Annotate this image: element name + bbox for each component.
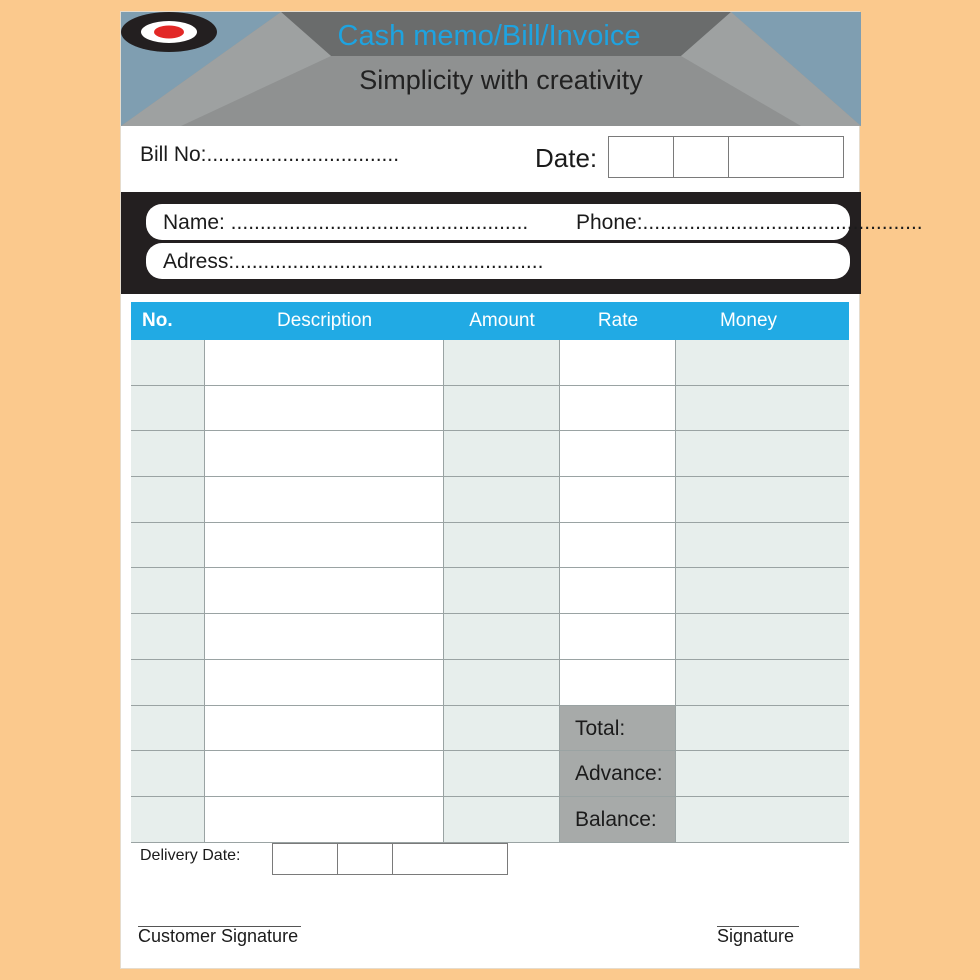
- cell-amount[interactable]: [444, 477, 560, 522]
- table-header: [131, 302, 849, 340]
- table-row: [131, 568, 849, 614]
- cell-rate[interactable]: [560, 523, 676, 568]
- cell-amount[interactable]: [444, 568, 560, 613]
- cell-no[interactable]: [131, 797, 205, 842]
- cell-money[interactable]: [676, 386, 849, 431]
- cell-description[interactable]: [205, 523, 444, 568]
- cell-money[interactable]: [676, 797, 849, 842]
- cell-rate[interactable]: [560, 568, 676, 613]
- cell-description[interactable]: [205, 660, 444, 705]
- delivery-date-label: Delivery Date:: [140, 847, 241, 864]
- customer-info-band: [121, 192, 923, 294]
- date-year-box[interactable]: [729, 137, 843, 177]
- cell-money[interactable]: [676, 431, 849, 476]
- cell-rate[interactable]: [560, 431, 676, 476]
- header-no: No.: [142, 310, 173, 331]
- delivery-year-box[interactable]: [393, 844, 507, 874]
- invoice-tagline: Simplicity with creativity: [359, 65, 643, 95]
- cell-no[interactable]: [131, 568, 205, 613]
- bill-number-field[interactable]: Bill No:.................................: [140, 143, 400, 166]
- customer-signature-label: Customer Signature: [138, 926, 299, 946]
- header-rate: Rate: [597, 310, 639, 331]
- cell-description[interactable]: [205, 431, 444, 476]
- date-input-boxes[interactable]: [608, 136, 844, 178]
- cell-no[interactable]: [131, 660, 205, 705]
- cell-money[interactable]: [676, 660, 849, 705]
- header-description: Description: [276, 310, 373, 331]
- table-row: [131, 340, 849, 386]
- summary-label: Advance:: [560, 751, 676, 796]
- cell-amount[interactable]: [444, 340, 560, 385]
- cell-amount[interactable]: [444, 751, 560, 796]
- cell-money[interactable]: [676, 614, 849, 659]
- table-row: [131, 797, 849, 843]
- delivery-day-box[interactable]: [273, 844, 338, 874]
- address-field[interactable]: Adress:.....................................................: [163, 250, 544, 273]
- cell-no[interactable]: [131, 614, 205, 659]
- cell-amount[interactable]: [444, 797, 560, 842]
- cell-amount[interactable]: [444, 660, 560, 705]
- cell-no[interactable]: [131, 431, 205, 476]
- cell-money[interactable]: [676, 340, 849, 385]
- table-row: [131, 751, 849, 797]
- cell-money[interactable]: [676, 568, 849, 613]
- header-amount: Amount: [469, 310, 535, 331]
- cell-no[interactable]: [131, 477, 205, 522]
- cell-money[interactable]: [676, 706, 849, 751]
- header-money: Money: [719, 310, 778, 331]
- name-phone-row: [146, 204, 923, 240]
- cell-money[interactable]: [676, 751, 849, 796]
- cell-rate[interactable]: [560, 614, 676, 659]
- table-row: [131, 614, 849, 660]
- cell-description[interactable]: [205, 340, 444, 385]
- cell-rate[interactable]: [560, 386, 676, 431]
- summary-label: Total:: [560, 706, 676, 751]
- cell-no[interactable]: [131, 340, 205, 385]
- cell-amount[interactable]: [444, 431, 560, 476]
- cell-description[interactable]: [205, 568, 444, 613]
- delivery-date-boxes[interactable]: [272, 843, 508, 875]
- delivery-month-box[interactable]: [338, 844, 393, 874]
- cell-rate[interactable]: [560, 340, 676, 385]
- target-logo-icon: [121, 12, 217, 52]
- cell-description[interactable]: [205, 797, 444, 842]
- table-body: [131, 340, 849, 843]
- cell-no[interactable]: [131, 706, 205, 751]
- cell-no[interactable]: [131, 523, 205, 568]
- cell-description[interactable]: [205, 614, 444, 659]
- table-row: [131, 706, 849, 752]
- invoice-title: Cash memo/Bill/Invoice: [337, 20, 641, 52]
- cell-amount[interactable]: [444, 614, 560, 659]
- date-label: Date:: [535, 143, 598, 173]
- table-row: [131, 431, 849, 477]
- table-row: [131, 660, 849, 706]
- table-row: [131, 523, 849, 569]
- cell-amount[interactable]: [444, 706, 560, 751]
- cell-amount[interactable]: [444, 523, 560, 568]
- cell-description[interactable]: [205, 706, 444, 751]
- summary-label: Balance:: [560, 797, 676, 842]
- cell-amount[interactable]: [444, 386, 560, 431]
- date-day-box[interactable]: [609, 137, 674, 177]
- cell-description[interactable]: [205, 477, 444, 522]
- cell-no[interactable]: [131, 386, 205, 431]
- cell-money[interactable]: [676, 523, 849, 568]
- invoice-header: [121, 12, 861, 126]
- cell-description[interactable]: [205, 386, 444, 431]
- phone-field[interactable]: Phone:................................................: [576, 211, 923, 234]
- table-row: [131, 386, 849, 432]
- cell-money[interactable]: [676, 477, 849, 522]
- name-field[interactable]: Name: ...................................................: [163, 211, 529, 234]
- date-month-box[interactable]: [674, 137, 729, 177]
- cell-rate[interactable]: [560, 477, 676, 522]
- signature-label: Signature: [717, 926, 795, 946]
- cell-no[interactable]: [131, 751, 205, 796]
- cell-rate[interactable]: [560, 660, 676, 705]
- table-row: [131, 477, 849, 523]
- cell-description[interactable]: [205, 751, 444, 796]
- address-row: [146, 243, 850, 279]
- invoice-page: [120, 11, 923, 969]
